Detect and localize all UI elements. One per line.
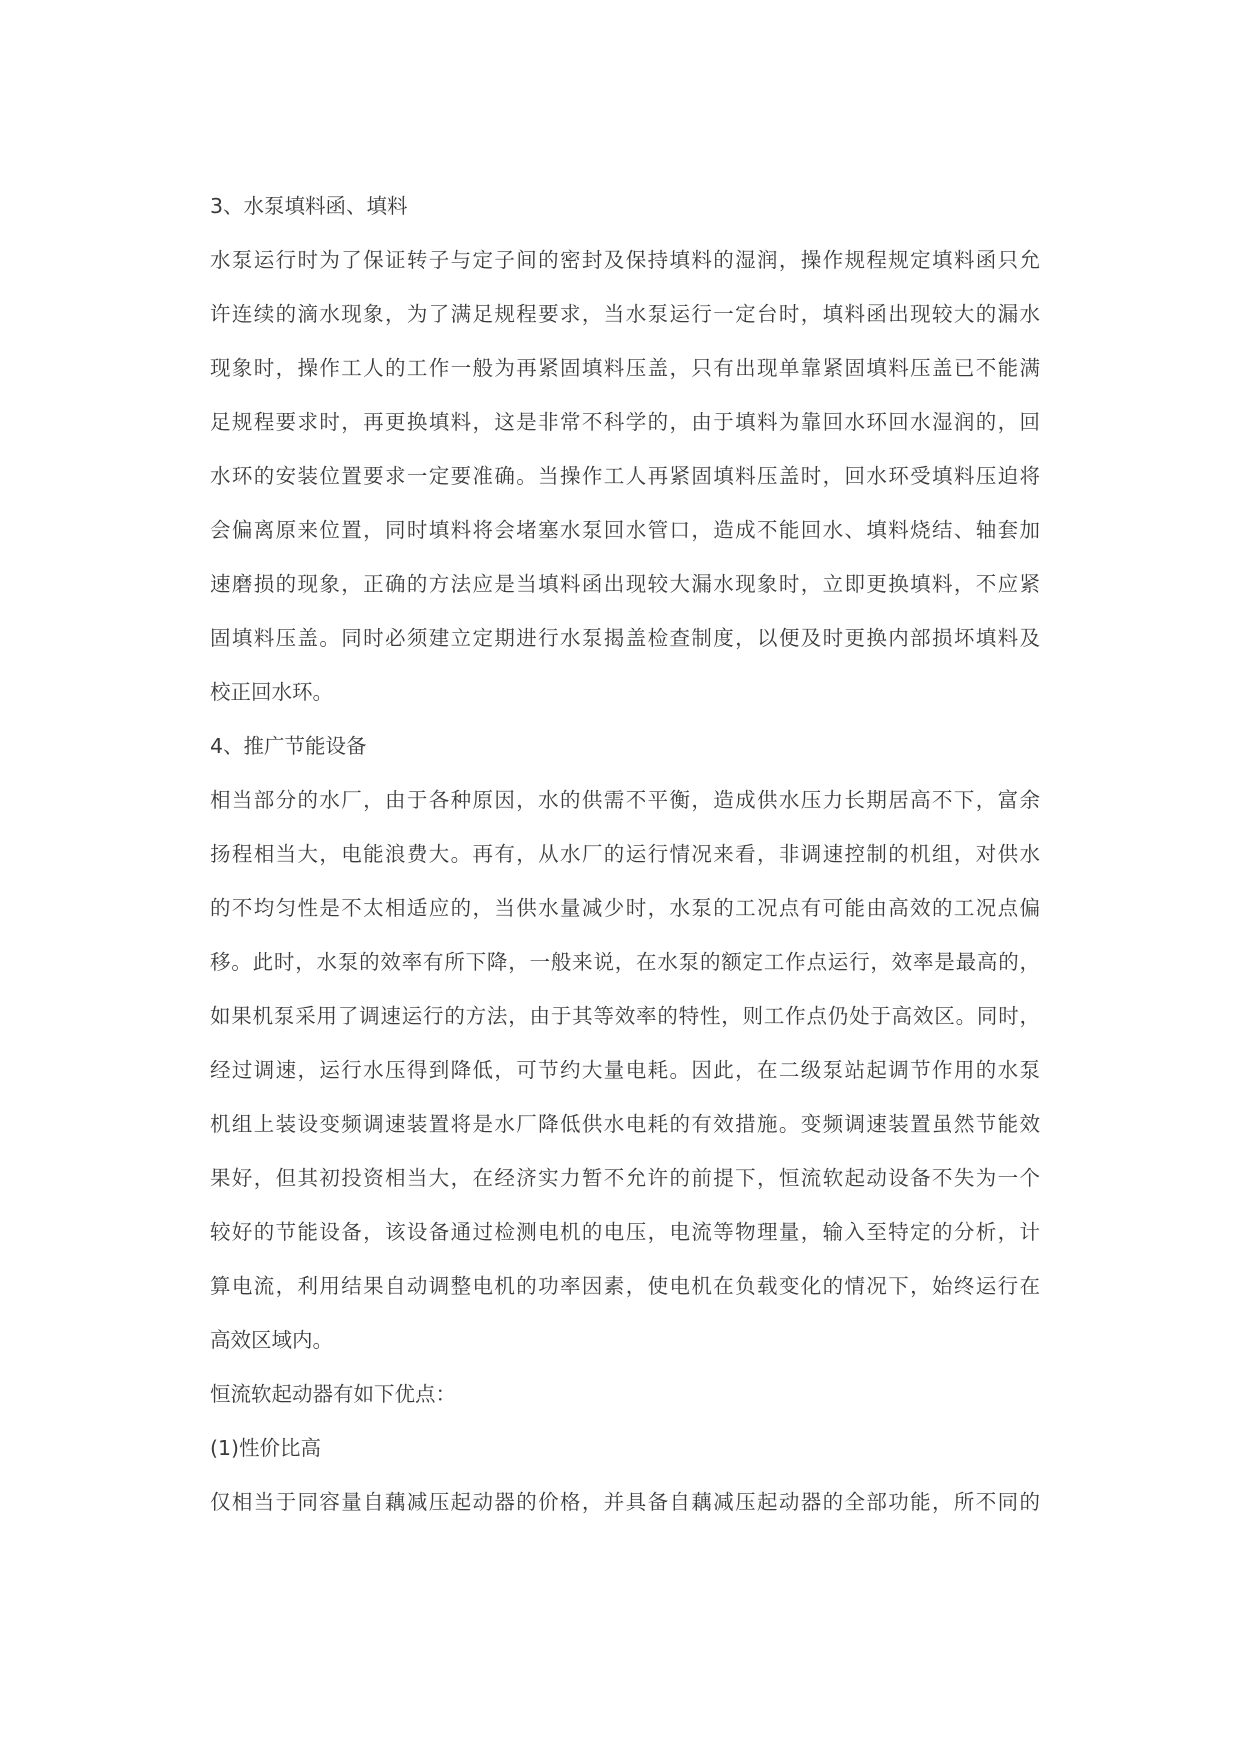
paragraph-line: 算电流，利用结果自动调整电机的功率因素，使电机在负载变化的情况下，始终运行在: [210, 1274, 1040, 1298]
paragraph-line: 果好，但其初投资相当大，在经济实力暂不允许的前提下，恒流软起动设备不失为一个: [210, 1166, 1040, 1190]
paragraph-line: 固填料压盖。同时必须建立定期进行水泵揭盖检查制度，以便及时更换内部损坏填料及: [210, 626, 1040, 650]
paragraph-line-last: 高效区域内。: [210, 1328, 333, 1352]
paragraph-line: 的不均匀性是不太相适应的，当供水量减少时，水泵的工况点有可能由高效的工况点偏: [210, 896, 1040, 920]
paragraph-line: 移。此时，水泵的效率有所下降，一般来说，在水泵的额定工作点运行，效率是最高的，: [210, 950, 1040, 974]
paragraph-line: 相当部分的水厂，由于各种原因，水的供需不平衡，造成供水压力长期居高不下，富余: [210, 788, 1040, 812]
paragraph-line: 现象时，操作工人的工作一般为再紧固填料压盖，只有出现单靠紧固填料压盖已不能满: [210, 356, 1040, 380]
section-heading-energy-saving: 4、推广节能设备: [210, 734, 367, 758]
paragraph-line: 许连续的滴水现象，为了满足规程要求，当水泵运行一定台时，填料函出现较大的漏水: [210, 302, 1040, 326]
paragraph-line: 会偏离原来位置，同时填料将会堵塞水泵回水管口，造成不能回水、填料烧结、轴套加: [210, 518, 1040, 542]
paragraph-line: 经过调速，运行水压得到降低，可节约大量电耗。因此，在二级泵站起调节作用的水泵: [210, 1058, 1040, 1082]
paragraph-line: 水环的安装位置要求一定要准确。当操作工人再紧固填料压盖时，回水环受填料压迫将: [210, 464, 1040, 488]
subheading-cost-performance: (1)性价比高: [210, 1436, 322, 1460]
paragraph-line: 扬程相当大，电能浪费大。再有，从水厂的运行情况来看，非调速控制的机组，对供水: [210, 842, 1040, 866]
paragraph-line: 水泵运行时为了保证转子与定子间的密封及保持填料的湿润，操作规程规定填料函只允: [210, 248, 1040, 272]
paragraph-line: 机组上装设变频调速装置将是水厂降低供水电耗的有效措施。变频调速装置虽然节能效: [210, 1112, 1040, 1136]
paragraph-line: 如果机泵采用了调速运行的方法，由于其等效率的特性，则工作点仍处于高效区。同时，: [210, 1004, 1040, 1028]
paragraph-line-last: 校正回水环。: [210, 680, 333, 704]
paragraph-line: 仅相当于同容量自藕减压起动器的价格，并具备自藕减压起动器的全部功能，所不同的: [210, 1490, 1040, 1514]
paragraph-line: 速磨损的现象，正确的方法应是当填料函出现较大漏水现象时，立即更换填料，不应紧: [210, 572, 1040, 596]
paragraph-line: 较好的节能设备，该设备通过检测电机的电压，电流等物理量，输入至特定的分析，计: [210, 1220, 1040, 1244]
paragraph-line: 足规程要求时，再更换填料，这是非常不科学的，由于填料为靠回水环回水湿润的，回: [210, 410, 1040, 434]
paragraph-intro-advantages: 恒流软起动器有如下优点：: [210, 1382, 456, 1406]
section-heading-pump-packing: 3、水泵填料函、填料: [210, 194, 408, 218]
